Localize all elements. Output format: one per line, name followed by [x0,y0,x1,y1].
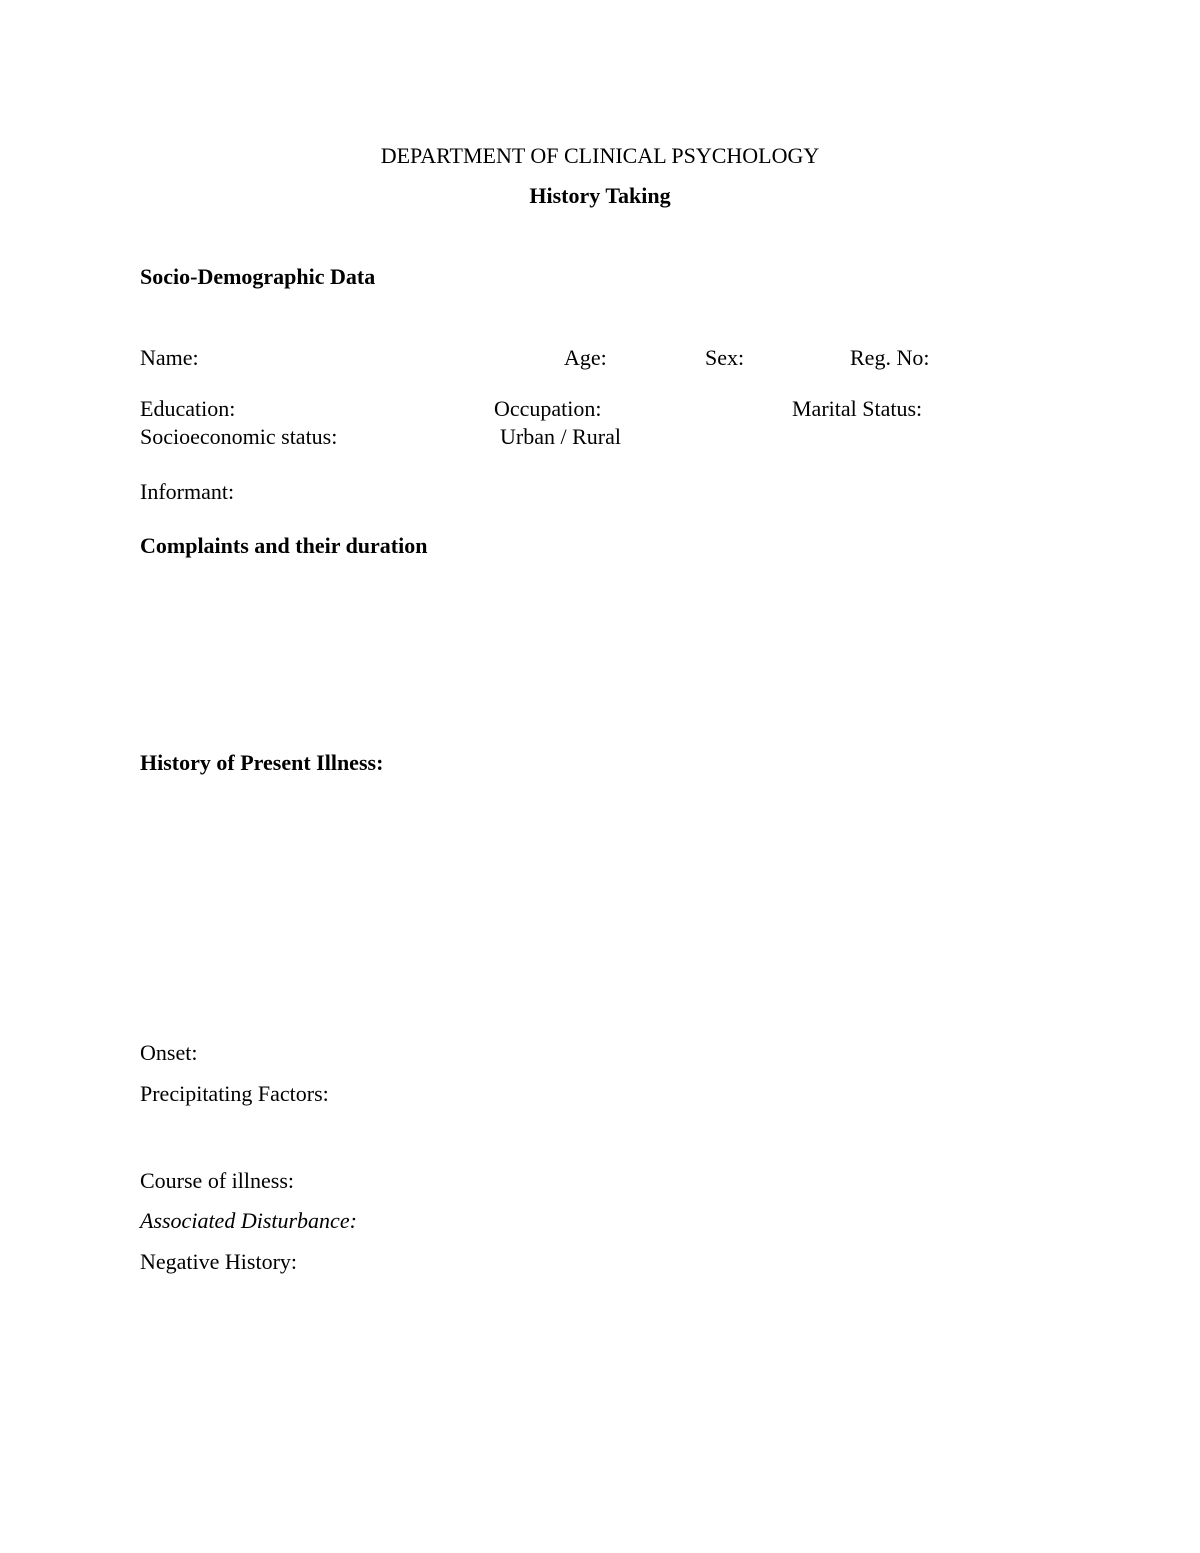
urban-rural-label: Urban / Rural [500,424,621,449]
informant-label: Informant: [140,479,235,504]
education-label: Education: [140,396,236,421]
sex-label: Sex: [705,345,745,370]
course-of-illness-label: Course of illness: [140,1168,294,1193]
marital-status-label: Marital Status: [792,396,923,421]
socio-demographic-heading: Socio-Demographic Data [140,264,376,289]
age-label: Age: [564,345,607,370]
negative-history-label: Negative History: [140,1249,298,1274]
occupation-label: Occupation: [494,396,602,421]
complaints-heading: Complaints and their duration [140,533,428,558]
socioeconomic-status-label: Socioeconomic status: [140,424,338,449]
form-title: History Taking [529,183,671,208]
name-label: Name: [140,345,199,370]
department-title: DEPARTMENT OF CLINICAL PSYCHOLOGY [380,143,820,168]
precipitating-factors-label: Precipitating Factors: [140,1081,329,1106]
associated-disturbance-label: Associated Disturbance: [140,1208,357,1233]
onset-label: Onset: [140,1040,198,1065]
present-illness-heading: History of Present Illness: [140,750,384,775]
reg-no-label: Reg. No: [850,345,930,370]
